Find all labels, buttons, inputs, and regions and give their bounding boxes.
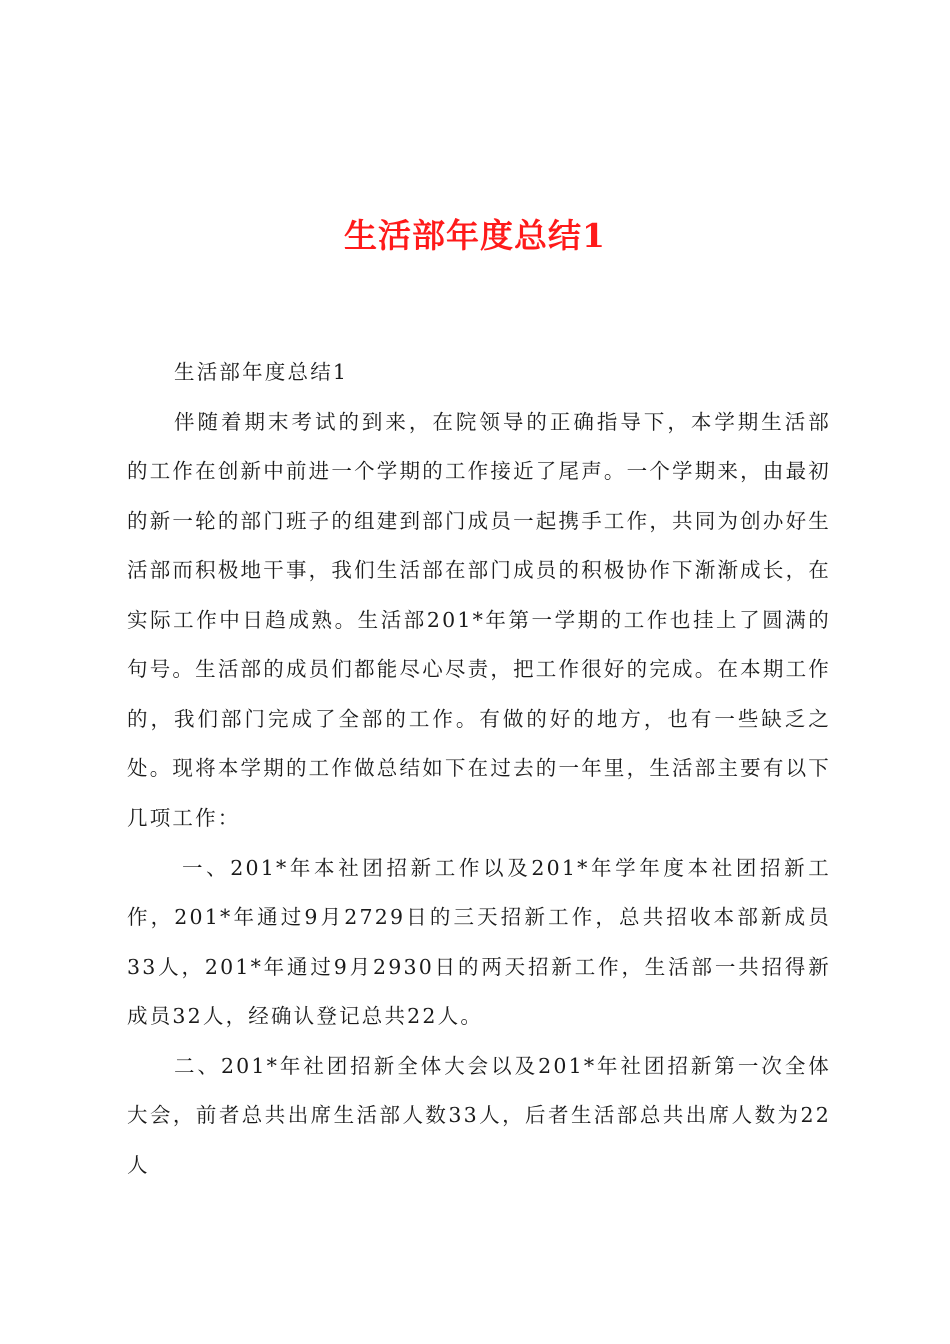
document-title: 生活部年度总结1 xyxy=(344,216,606,255)
section-two-paragraph: 二、201*年社团招新全体大会以及201*年社团招新第一次全体大会，前者总共出席生活部人数33人，后者生活部总共出席人数为22人 xyxy=(127,1053,831,1177)
section-one-paragraph: 一、201*年本社团招新工作以及201*年学年度本社团招新工作，201*年通过9月2729日的三天招新工作，总共招收本部新成员33人，201*年通过9月2930日的两天招新工作，生活部一共招得新成员32人，经确认登记总共22人。 xyxy=(127,855,831,1028)
document-body xyxy=(127,348,831,1177)
intro-paragraph: 伴随着期末考试的到来，在院领导的正确指导下，本学期生活部的工作在创新中前进一个学期的工作接近了尾声。一个学期来，由最初的新一轮的部门班子的组建到部门成员一起携手工作，共同为创办好生活部而积极地干事，我们生活部在部门成员的积极协作下渐渐成长，在实际工作中日趋成熟。生活部201*年第一学期的工作也挂上了圆满的句号。生活部的成员们都能尽心尽责，把工作很好的完成。在本期工作的，我们部门完成了全部的工作。有做的好的地方，也有一些缺乏之处。现将本学期的工作做总结如下在过去的一年里，生活部主要有以下几项工作： xyxy=(127,409,831,830)
document-subtitle: 生活部年度总结1 xyxy=(174,360,349,384)
